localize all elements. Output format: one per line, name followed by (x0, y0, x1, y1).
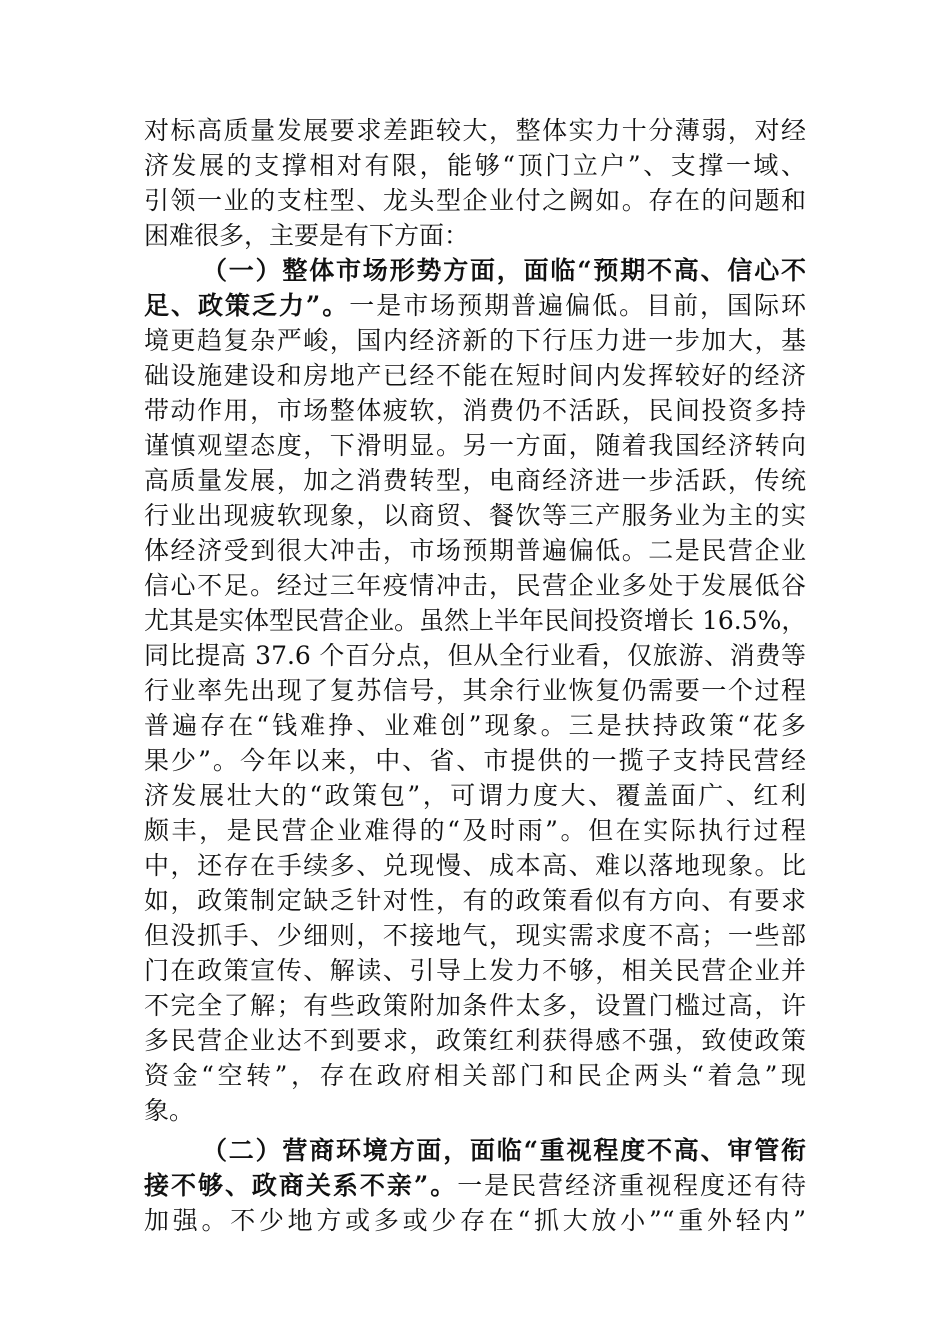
text-line: 同比提高 37.6 个百分点，但从全行业看，仅旅游、消费等 (144, 641, 806, 670)
paragraph-1 (144, 113, 806, 253)
text-line: 普遍存在“钱难挣、业难创”现象。三是扶持政策“花多 (144, 711, 806, 740)
text-line: 信心不足。经过三年疫情冲击，民营企业多处于发展低谷 (144, 571, 806, 600)
text-line: 引领一业的支柱型、龙头型企业付之阙如。存在的问题和 (144, 186, 806, 215)
text-line: 带动作用，市场整体疲软，消费仍不活跃，民间投资多持 (144, 396, 806, 425)
text-run: 一是民营经济重视程度还有待 (457, 1171, 806, 1200)
section-heading-line: 足、政策乏力”。 (144, 291, 350, 320)
text-line: 中，还存在手续多、兑现慢、成本高、难以落地现象。比 (144, 851, 806, 880)
text-line: 门在政策宣传、解读、引导上发力不够，相关民营企业并 (144, 956, 806, 985)
text-line: 加强。不少地方或多或少存在“抓大放小”“重外轻内” (144, 1206, 806, 1235)
text-line: 高质量发展，加之消费转型，电商经济进一步活跃，传统 (144, 466, 806, 495)
text-line: 如，政策制定缺乏针对性，有的政策看似有方向、有要求 (144, 886, 806, 915)
document-body (144, 113, 806, 1238)
text-line: 对标高质量发展要求差距较大，整体实力十分薄弱，对经 (144, 116, 806, 145)
text-line: 不完全了解；有些政策附加条件太多，设置门槛过高，许 (144, 991, 806, 1020)
text-line: 困难很多，主要是有下方面： (144, 221, 470, 250)
mixed-line (144, 1168, 806, 1203)
section-heading-line: 接不够、政商关系不亲”。 (144, 1171, 458, 1200)
text-line: 尤其是实体型民营企业。虽然上半年民间投资增长 16.5%， (144, 606, 807, 635)
text-line: 行业率先出现了复苏信号，其余行业恢复仍需要一个过程 (144, 676, 806, 705)
text-run: 一是市场预期普遍偏低。目前，国际环 (349, 291, 806, 320)
section-heading-line: （二）营商环境方面，面临“重视程度不高、审管衔 (202, 1136, 806, 1165)
text-line: 济发展壮大的“政策包”，可谓力度大、覆盖面广、红利 (144, 781, 806, 810)
text-line: 行业出现疲软现象，以商贸、餐饮等三产服务业为主的实 (144, 501, 806, 530)
text-line: 体经济受到很大冲击，市场预期普遍偏低。二是民营企业 (144, 536, 806, 565)
text-line: 果少”。今年以来，中、省、市提供的一揽子支持民营经 (144, 746, 806, 775)
text-line: 资金“空转”，存在政府相关部门和民企两头“着急”现 (144, 1061, 806, 1090)
text-line: 多民营企业达不到要求，政策红利获得感不强，致使政策 (144, 1026, 806, 1055)
mixed-line (144, 288, 806, 323)
paragraph-3 (144, 1133, 806, 1238)
text-line: 济发展的支撑相对有限，能够“顶门立户”、支撑一域、 (144, 151, 806, 180)
text-line: 但没抓手、少细则，不接地气，现实需求度不高；一些部 (144, 921, 806, 950)
paragraph-2 (144, 253, 806, 1128)
text-line: 象。 (144, 1096, 195, 1125)
text-line: 谨慎观望态度，下滑明显。另一方面，随着我国经济转向 (144, 431, 806, 460)
text-line: 颇丰，是民营企业难得的“及时雨”。但在实际执行过程 (144, 816, 806, 845)
text-line: 础设施建设和房地产已经不能在短时间内发挥较好的经济 (144, 361, 806, 390)
text-line: 境更趋复杂严峻，国内经济新的下行压力进一步加大，基 (144, 326, 806, 355)
section-heading-line: （一）整体市场形势方面，面临“预期不高、信心不 (202, 256, 806, 285)
